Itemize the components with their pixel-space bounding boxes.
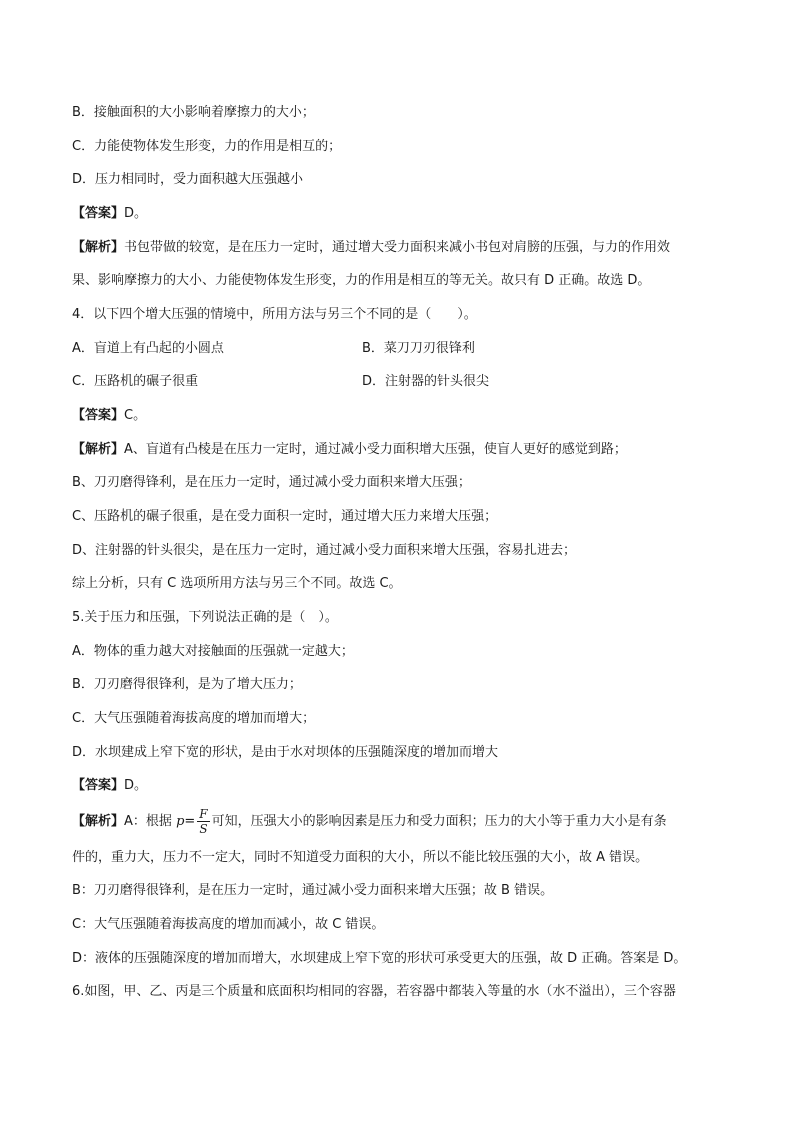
- q5-option-d: D．水坝建成上窄下宽的形状，是由于水对坝体的压强随深度的增加而增大: [72, 745, 499, 760]
- q5-option-b: B．刀刃磨得很锋利，是为了增大压力；: [72, 677, 302, 692]
- answer-label: 【答案】: [72, 778, 125, 793]
- answer-value: D。: [124, 206, 148, 221]
- q5-analysis-line: C：大气压强随着海拔高度的增加而减小，故 C 错误。: [72, 917, 385, 932]
- q5-analysis-line: 件的，重力大，压力不一定大，同时不知道受力面积的大小，所以不能比较压强的大小，故 A 错误。: [72, 850, 649, 865]
- q4-analysis-line: D、注射器的针头很尖，是在压力一定时，通过减小受力面积来增大压强，容易扎进去；: [72, 543, 577, 558]
- answer-label: 【答案】: [72, 408, 125, 423]
- formula-numerator: F: [199, 807, 208, 821]
- q5-option-c: C．大气压强随着海拔高度的增加而增大；: [72, 711, 316, 726]
- analysis-label: 【解析】: [72, 814, 125, 829]
- q4-option-c: C．压路机的碾子很重: [72, 374, 199, 389]
- q4-options-row: [72, 340, 732, 358]
- q5-answer: [72, 777, 732, 795]
- q3-analysis-line: 【解析】书包带做的较宽，是在压力一定时，通过增大受力面积来减小书包对肩膀的压强，与力的作用效: [72, 240, 671, 255]
- answer-label: 【答案】: [72, 206, 125, 221]
- q4-analysis-line: 综上分析，只有 C 选项所用方法与另三个不同。故选 C。: [72, 576, 402, 591]
- q4-analysis-line: B、刀刃磨得锋利，是在压力一定时，通过减小受力面积来增大压强；: [72, 475, 471, 490]
- analysis-label: 【解析】: [72, 442, 125, 457]
- q4-stem: 4．以下四个增大压强的情境中，所用方法与另三个不同的是（ ）。: [72, 307, 477, 322]
- q4-option-d: D．注射器的针头很尖: [362, 374, 490, 389]
- q4-analysis-line: 【解析】A、盲道有凸棱是在压力一定时，通过减小受力面积增大压强，使盲人更好的感觉到路；: [72, 442, 627, 457]
- q4-option-b: B．菜刀刀刃很锋利: [362, 341, 475, 356]
- q4-options-row: [72, 373, 732, 391]
- answer-value: C。: [124, 408, 147, 423]
- q5-stem: 5.关于压力和压强，下列说法正确的是（ ）。: [72, 610, 338, 625]
- q4-answer: [72, 407, 732, 425]
- q6-stem: 6.如图，甲、乙、丙是三个质量和底面积均相同的容器，若容器中都装入等量的水（水不溢出），三个容器: [72, 984, 676, 999]
- q4-option-a: A．盲道上有凸起的小圆点: [72, 341, 224, 356]
- q5-analysis-line: 【解析】A：根据 p= $\frac{F}{S}$ 可知，压强大小的影响因素是压力和受力面积；压力的大小等于重力大小是有条: [72, 807, 667, 836]
- q3-option-d: D．压力相同时，受力面积越大压强越小: [72, 172, 304, 187]
- q4-analysis-line: C、压路机的碾子很重，是在受力面积一定时，通过增大压力来增大压强；: [72, 509, 498, 524]
- formula-equals: =: [184, 814, 196, 829]
- answer-value: D。: [124, 778, 148, 793]
- q3-option-c: C．力能使物体发生形变，力的作用是相互的；: [72, 139, 342, 154]
- formula-denominator: S: [199, 822, 208, 836]
- q5-option-a: A．物体的重力越大对接触面的压强就一定越大；: [72, 644, 354, 659]
- q3-answer: [72, 205, 732, 223]
- formula-fraction: [197, 807, 209, 836]
- q3-analysis-line: 果、影响摩擦力的大小、力能使物体发生形变，力的作用是相互的等无关。故只有 D 正确。故选 D。: [72, 273, 651, 288]
- q5-analysis-line: B：刀刃磨得很锋利，是在压力一定时，通过减小受力面积来增大压强；故 B 错误。: [72, 883, 554, 898]
- formula-variable: p: [176, 814, 185, 829]
- q3-option-b: B．接触面积的大小影响着摩擦力的大小；: [72, 105, 315, 120]
- q5-analysis-line: D：液体的压强随深度的增加而增大，水坝建成上窄下宽的形状可承受更大的压强，故 D 正确。答案是 D。: [72, 951, 687, 966]
- analysis-label: 【解析】: [72, 240, 125, 255]
